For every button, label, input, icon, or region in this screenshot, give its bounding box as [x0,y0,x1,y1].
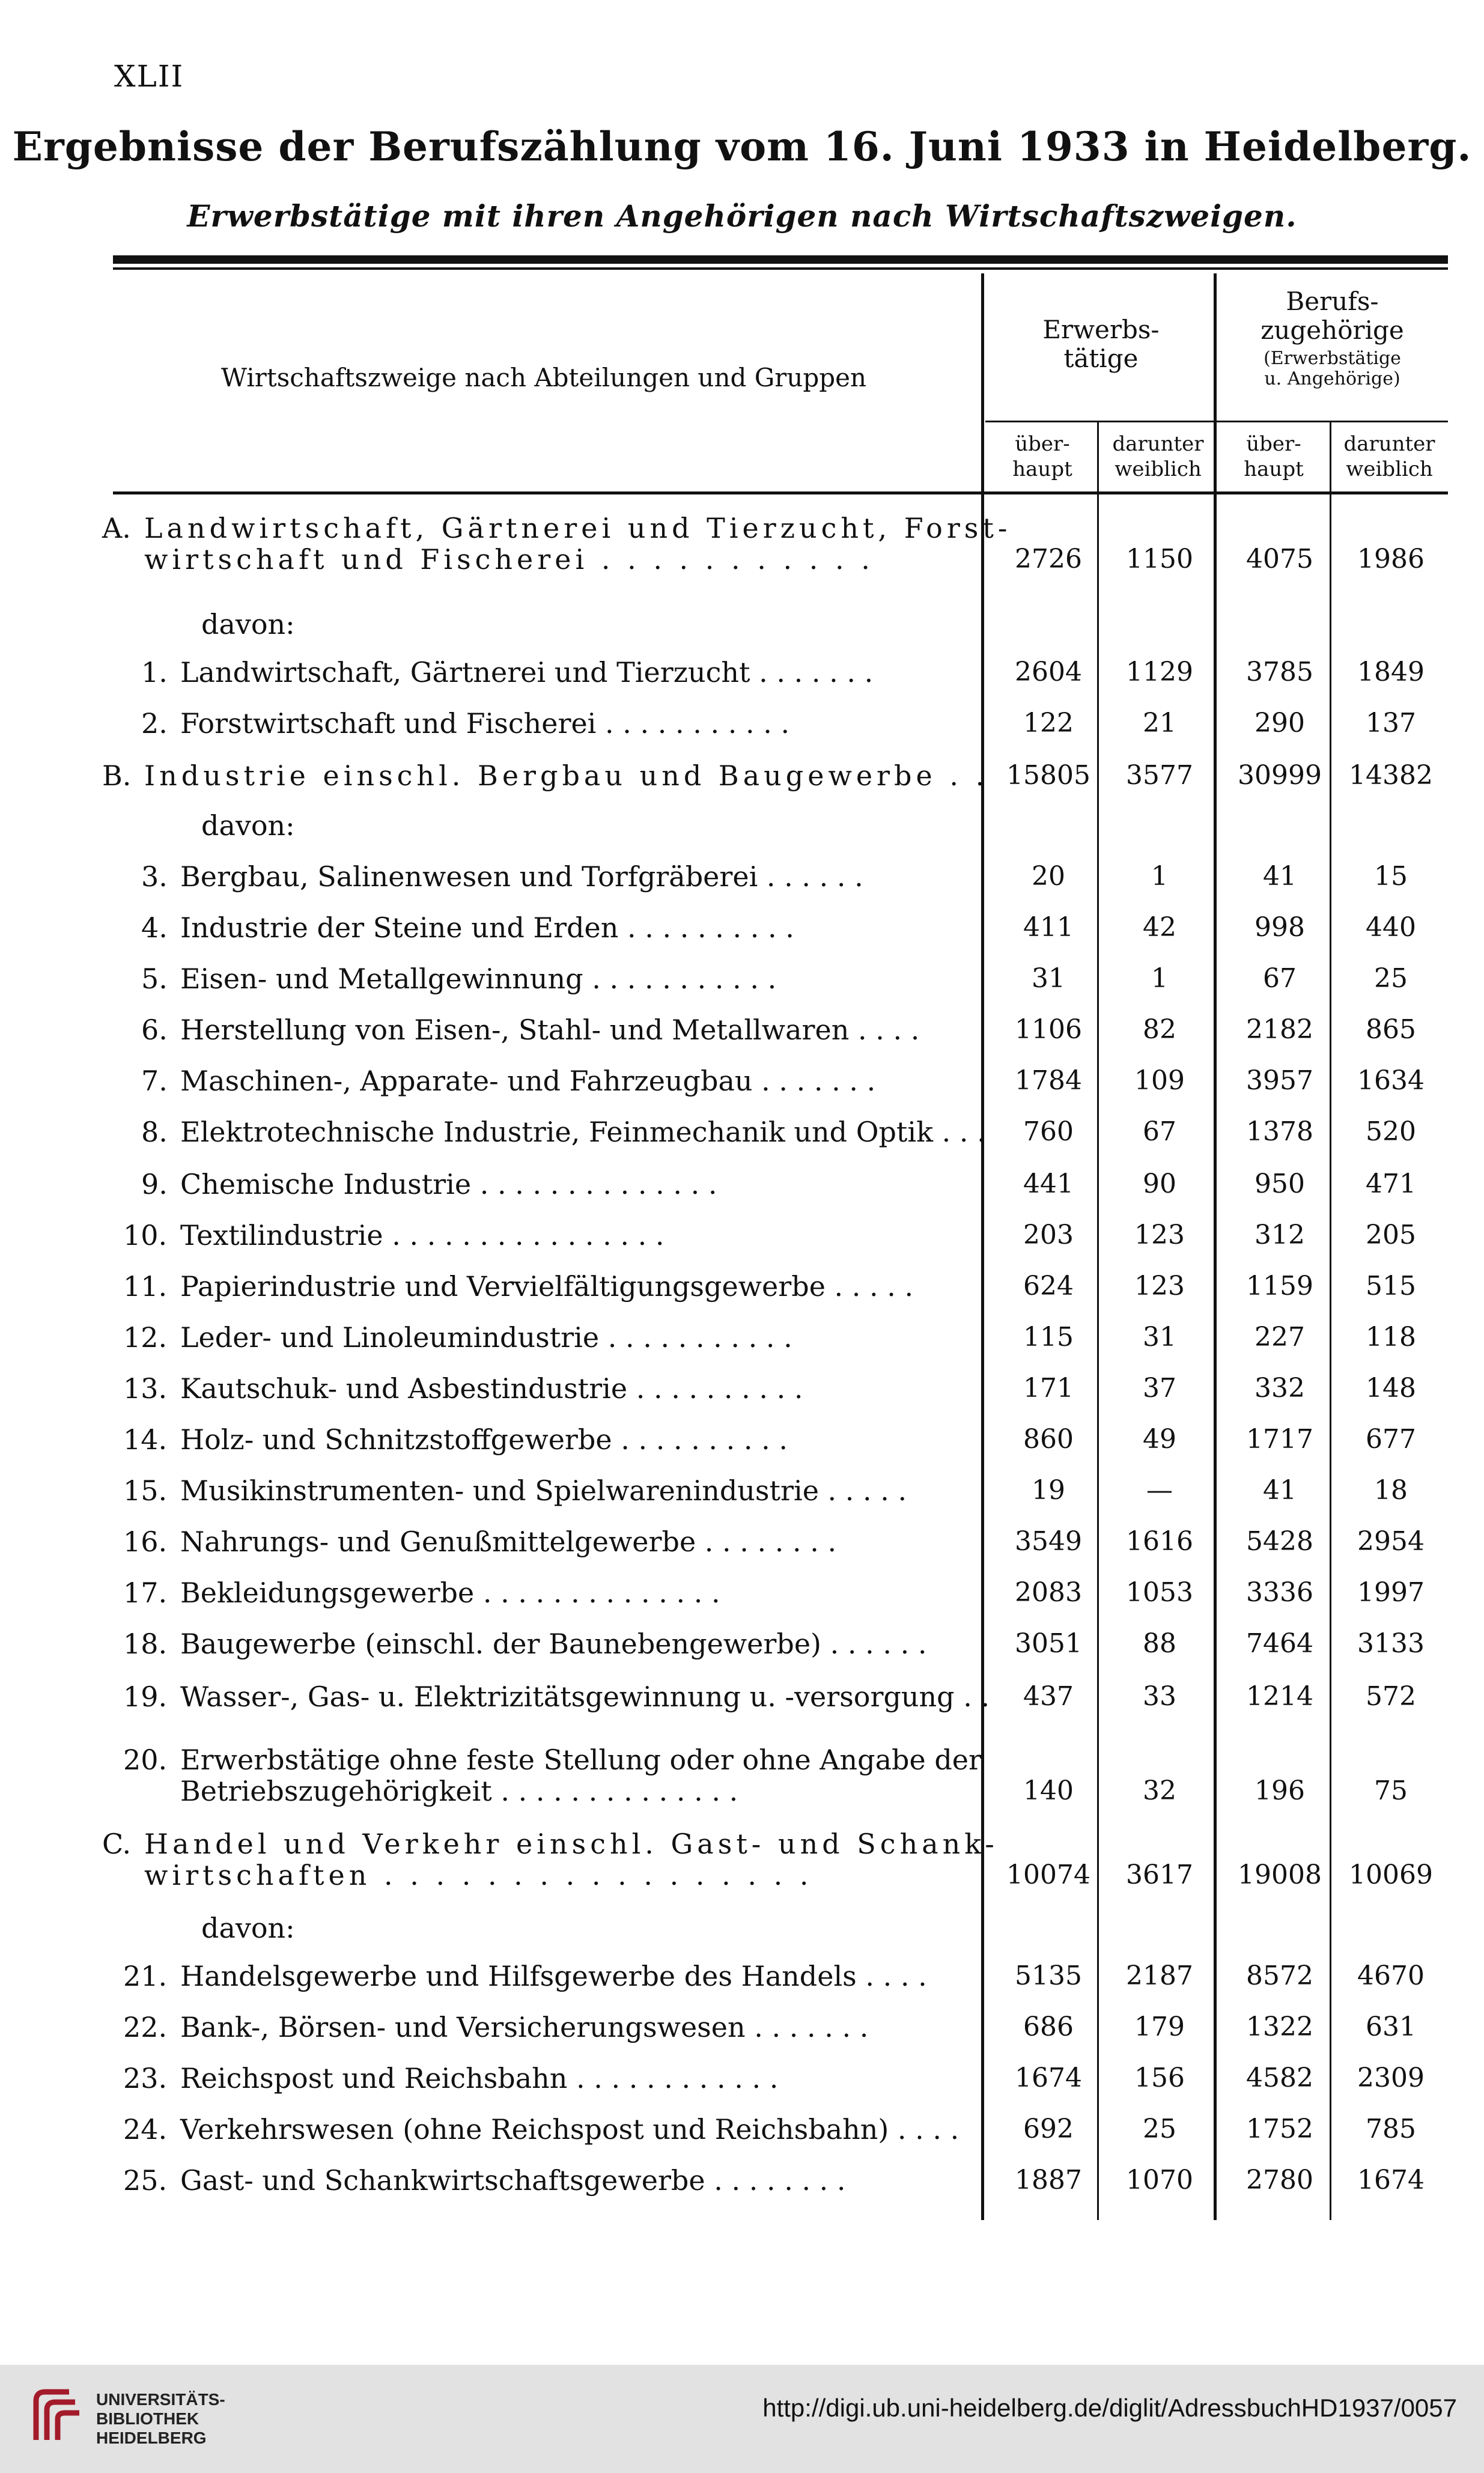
row-label: Herstellung von Eisen-, Stahl- und Metallwaren . . . . [180,1014,920,1046]
row-label: Elektrotechnische Industrie, Feinmechanik und Optik . . . [180,1116,986,1148]
row-number: 6. [141,1014,168,1046]
cell-value: 1070 [1126,2165,1193,2195]
cell-value: 2780 [1246,2165,1313,2195]
cell-value: 137 [1366,708,1416,738]
cell-value: 75 [1374,1775,1408,1806]
cell-value: 860 [1023,1424,1074,1455]
cell-value: 1616 [1126,1526,1193,1557]
row-label: Bekleidungsgewerbe . . . . . . . . . . . . . . [180,1577,720,1609]
page-subtitle: Erwerbstätige mit ihren Angehörigen nach Wirtschaftszweigen. [187,198,1297,234]
row-label: Forstwirtschaft und Fischerei . . . . . . . . . . . [180,707,790,740]
cell-value: 692 [1023,2114,1074,2144]
header-group-berufszugehoerige-note: (Erwerbstätige u. Angehörige) [1264,348,1401,389]
footer-bar [0,2365,1484,2473]
cell-value: 2083 [1015,1577,1082,1608]
cell-value: 90 [1143,1169,1176,1199]
cell-value: 123 [1134,1271,1185,1301]
row-label-continued: wirtschaften . . . . . . . . . . . . . . . . . [144,1859,813,1891]
cell-value: 1997 [1357,1577,1425,1608]
cell-value: 2604 [1015,657,1082,687]
row-number: 1. [141,656,168,689]
page-title: Ergebnisse der Berufszählung vom 16. Juni 1933 in Heidelberg. [12,123,1472,170]
cell-value: 33 [1143,1681,1176,1712]
cell-value: 2726 [1015,544,1082,574]
row-number: 8. [141,1116,168,1148]
row-number: 5. [141,963,168,995]
header-rule-mid [985,421,1448,422]
cell-value: 14382 [1349,760,1433,791]
cell-value: 1322 [1246,2012,1313,2042]
row-number: 10. [123,1219,168,1252]
cell-value: 1150 [1126,544,1193,574]
subheader-female-2: darunter weiblich [1343,432,1435,481]
row-label: Holz- und Schnitzstoffgewerbe . . . . . . . . . . [180,1423,788,1456]
row-label: Verkehrswesen (ohne Reichspost und Reichsbahn) . . . . [180,2113,959,2146]
cell-value: 1 [1151,963,1168,994]
cell-value: 1 [1151,861,1168,892]
cell-value: 3549 [1015,1526,1082,1557]
row-label-continued: Betriebszugehörigkeit . . . . . . . . . . . . . . [180,1775,738,1807]
row-label: Bank-, Börsen- und Versicherungswesen . . . . . . . [180,2011,869,2043]
row-label: Leder- und Linoleumindustrie . . . . . . . . . . . [180,1321,792,1354]
cell-value: 41 [1263,861,1297,892]
cell-value: 440 [1366,912,1416,943]
cell-value: 3617 [1126,1860,1193,1890]
row-label: Kautschuk- und Asbestindustrie . . . . . . . . . . [180,1372,803,1405]
cell-value: 4582 [1246,2063,1313,2093]
row-number: 25. [123,2164,168,2197]
cell-value: — [1146,1475,1173,1506]
cell-value: 171 [1023,1373,1074,1404]
cell-value: 1106 [1015,1014,1082,1045]
cell-value: 203 [1023,1220,1074,1250]
cell-value: 1634 [1357,1065,1425,1096]
row-number: 20. [123,1744,168,1776]
cell-value: 7464 [1246,1628,1313,1659]
cell-value: 67 [1263,963,1297,994]
row-label: Wasser-, Gas- u. Elektrizitätsgewinnung u. -versorgung . . [180,1681,990,1713]
cell-value: 1986 [1357,544,1425,574]
row-number: 17. [123,1577,168,1609]
subheader-total-1: über- haupt [1012,432,1072,481]
library-logo-text: UNIVERSITÄTS- BIBLIOTHEK HEIDELBERG [96,2390,225,2447]
source-url-link[interactable]: http://digi.ub.uni-heidelberg.de/diglit/AdressbuchHD1937/0057 [762,2394,1457,2422]
cell-value: 25 [1143,2114,1176,2144]
cell-value: 5135 [1015,1960,1082,1991]
cell-value: 18 [1374,1475,1408,1506]
row-number: 23. [123,2062,168,2094]
row-number: 22. [123,2011,168,2043]
cell-value: 37 [1143,1373,1176,1404]
cell-value: 471 [1366,1169,1416,1199]
cell-value: 865 [1366,1014,1416,1045]
cell-value: 8572 [1246,1960,1313,1991]
cell-value: 2954 [1357,1526,1425,1557]
cell-value: 3336 [1246,1577,1313,1608]
row-label-continued: wirtschaft und Fischerei . . . . . . . . . . . [144,543,874,576]
cell-value: 3577 [1126,760,1193,791]
cell-value: 1053 [1126,1577,1193,1608]
row-label: Industrie einschl. Bergbau und Baugewerbe . . [144,759,989,792]
header-group-erwerbstaetige: Erwerbs- tätige [1042,315,1160,373]
cell-value: 1674 [1015,2063,1082,2093]
cell-value: 312 [1254,1220,1305,1250]
row-number: B. [102,759,132,792]
cell-value: 41 [1263,1475,1297,1506]
library-logo-icon [24,2383,84,2449]
cell-value: 1887 [1015,2165,1082,2195]
cell-value: 686 [1023,2012,1074,2042]
cell-value: 1129 [1126,657,1193,687]
cell-value: 572 [1366,1681,1416,1712]
cell-value: 290 [1254,708,1305,738]
cell-value: 123 [1134,1220,1185,1250]
davon-label: davon: [201,809,295,842]
cell-value: 3957 [1246,1065,1313,1096]
cell-value: 437 [1023,1681,1074,1712]
cell-value: 20 [1032,861,1065,892]
column-label-header: Wirtschaftszweige nach Abteilungen und Gruppen [220,363,867,392]
page-number: XLII [114,59,184,94]
row-label: Handel und Verkehr einschl. Gast- und Schank- [144,1828,999,1860]
row-number: 16. [123,1525,168,1558]
row-label: Chemische Industrie . . . . . . . . . . . . . . [180,1168,717,1200]
row-number: 13. [123,1372,168,1405]
cell-value: 21 [1143,708,1176,738]
row-label: Nahrungs- und Genußmittelgewerbe . . . . . . . . [180,1525,837,1558]
cell-value: 2182 [1246,1014,1313,1045]
cell-value: 950 [1254,1169,1305,1199]
cell-value: 15 [1374,861,1408,892]
row-number: 12. [123,1321,168,1354]
row-label: Musikinstrumenten- und Spielwarenindustrie . . . . . [180,1474,907,1507]
cell-value: 88 [1143,1628,1176,1659]
cell-value: 30999 [1238,760,1322,791]
davon-label: davon: [201,608,295,640]
row-number: A. [102,512,131,544]
cell-value: 677 [1366,1424,1416,1455]
col-rule-1 [981,273,984,2220]
cell-value: 19 [1032,1475,1065,1506]
cell-value: 441 [1023,1169,1074,1199]
row-label: Landwirtschaft, Gärtnerei und Tierzucht, Forst- [144,512,1012,544]
cell-value: 1378 [1246,1116,1313,1147]
top-rule-thick [113,255,1448,264]
row-label: Landwirtschaft, Gärtnerei und Tierzucht . . . . . . . [180,656,874,689]
subheader-female-1: darunter weiblich [1112,432,1204,481]
cell-value: 1849 [1357,657,1425,687]
row-number: 3. [141,860,168,893]
col-rule-3 [1214,273,1217,2220]
row-label: Textilindustrie . . . . . . . . . . . . . . . . [180,1219,664,1252]
cell-value: 49 [1143,1424,1176,1455]
davon-label: davon: [201,1912,295,1944]
row-label: Eisen- und Metallgewinnung . . . . . . . . . . . [180,963,777,995]
cell-value: 148 [1366,1373,1416,1404]
row-label: Erwerbstätige ohne feste Stellung oder ohne Angabe der [180,1744,982,1776]
cell-value: 32 [1143,1775,1176,1806]
cell-value: 520 [1366,1116,1416,1147]
row-number: 9. [141,1168,168,1200]
cell-value: 156 [1134,2063,1185,2093]
cell-value: 515 [1366,1271,1416,1301]
cell-value: 31 [1032,963,1065,994]
cell-value: 1674 [1357,2165,1425,2195]
cell-value: 122 [1023,708,1074,738]
row-number: 14. [123,1423,168,1456]
cell-value: 1784 [1015,1065,1082,1096]
row-number: 11. [123,1270,168,1303]
row-number: 15. [123,1474,168,1507]
cell-value: 631 [1366,2012,1416,2042]
cell-value: 3051 [1015,1628,1082,1659]
row-label: Bergbau, Salinenwesen und Torfgräberei . . . . . . [180,860,863,893]
cell-value: 2187 [1126,1960,1193,1991]
row-number: 19. [123,1681,168,1713]
cell-value: 2309 [1357,2063,1425,2093]
cell-value: 3133 [1357,1628,1425,1659]
cell-value: 19008 [1238,1860,1322,1890]
cell-value: 109 [1134,1065,1185,1096]
row-label: Handelsgewerbe und Hilfsgewerbe des Handels . . . . [180,1960,927,1992]
row-number: 4. [141,911,168,944]
cell-value: 3785 [1246,657,1313,687]
row-label: Reichspost und Reichsbahn . . . . . . . . . . . . [180,2062,779,2094]
cell-value: 332 [1254,1373,1305,1404]
row-label: Maschinen-, Apparate- und Fahrzeugbau . . . . . . . [180,1065,876,1097]
cell-value: 1717 [1246,1424,1313,1455]
cell-value: 140 [1023,1775,1074,1806]
cell-value: 4670 [1357,1960,1425,1991]
cell-value: 411 [1023,912,1074,943]
row-number: 2. [141,707,168,740]
cell-value: 205 [1366,1220,1416,1250]
cell-value: 998 [1254,912,1305,943]
cell-value: 760 [1023,1116,1074,1147]
cell-value: 227 [1254,1322,1305,1352]
cell-value: 25 [1374,963,1408,994]
cell-value: 196 [1254,1775,1305,1806]
row-number: 21. [123,1960,168,1992]
cell-value: 4075 [1246,544,1313,574]
row-label: Industrie der Steine und Erden . . . . . . . . . . [180,911,794,944]
row-label: Baugewerbe (einschl. der Baunebengewerbe) . . . . . . [180,1628,927,1660]
cell-value: 1214 [1246,1681,1313,1712]
cell-value: 1752 [1246,2114,1313,2144]
cell-value: 179 [1134,2012,1185,2042]
cell-value: 82 [1143,1014,1176,1045]
cell-value: 1159 [1246,1271,1313,1301]
cell-value: 118 [1366,1322,1416,1352]
cell-value: 624 [1023,1271,1074,1301]
cell-value: 67 [1143,1116,1176,1147]
cell-value: 115 [1023,1322,1074,1352]
cell-value: 15805 [1006,760,1090,791]
top-rule-thin [113,267,1448,270]
header-group-berufszugehoerige: Berufs- zugehörige [1260,287,1404,345]
row-number: 24. [123,2113,168,2146]
cell-value: 10069 [1349,1860,1433,1890]
cell-value: 42 [1143,912,1176,943]
row-number: C. [102,1828,132,1860]
subheader-total-2: über- haupt [1244,432,1304,481]
row-label: Papierindustrie und Vervielfältigungsgewerbe . . . . . [180,1270,914,1303]
row-number: 18. [123,1628,168,1660]
cell-value: 5428 [1246,1526,1313,1557]
row-label: Gast- und Schankwirtschaftsgewerbe . . . . . . . . [180,2164,846,2197]
cell-value: 785 [1366,2114,1416,2144]
row-number: 7. [141,1065,168,1097]
cell-value: 31 [1143,1322,1176,1352]
header-bottom-rule [113,491,1448,494]
cell-value: 10074 [1006,1860,1090,1890]
